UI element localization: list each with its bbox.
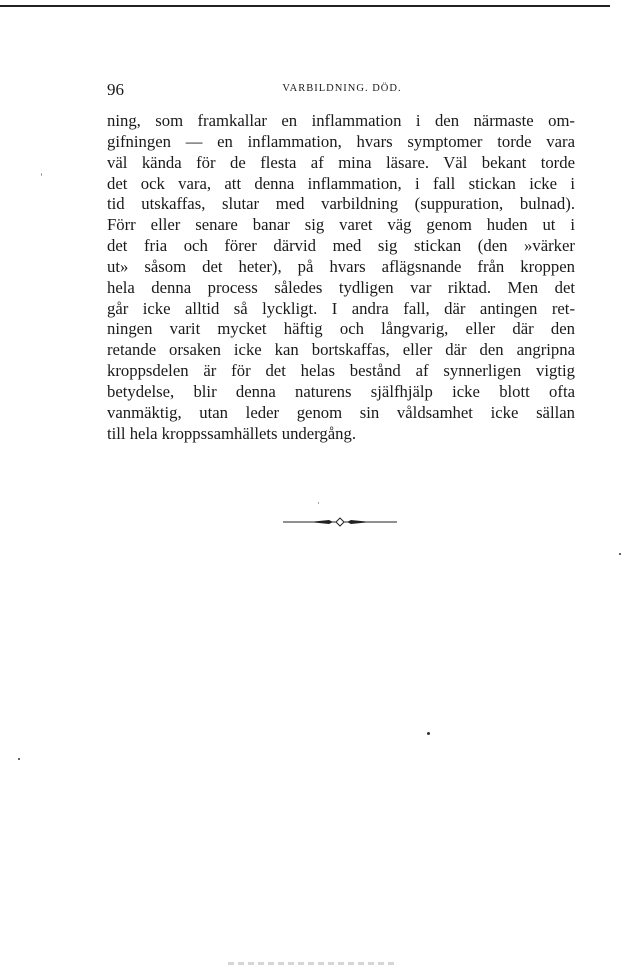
paper-speck <box>41 173 42 176</box>
text-line: ningen varit mycket häftig och långvarig, eller där den <box>107 319 575 339</box>
text-line-last: till hela kroppssamhällets undergång. <box>107 423 357 443</box>
body-paragraph <box>107 111 575 445</box>
text-line: ning, som framkallar en inflammation i den närmaste om- <box>107 111 575 130</box>
text-line: ut» såsom det heter), på hvars aflägsnande från kroppen <box>107 256 575 276</box>
paper-speck <box>619 553 621 555</box>
running-head <box>107 80 577 102</box>
bleed-through <box>228 962 398 965</box>
text-line: Förr eller senare banar sig varet väg genom huden ut i <box>107 215 575 235</box>
running-title: VARBILDNING. DÖD. <box>282 83 402 94</box>
paper-speck <box>18 758 20 760</box>
text-line: det ock vara, att denna inflammation, i fall stickan icke i <box>107 173 575 193</box>
text-line: vanmäktig, utan leder genom sin våldsamhet icke sällan <box>107 402 575 422</box>
paper-speck <box>427 732 430 735</box>
text-line: väl kända för de flesta af mina läsare. Väl bekant torde <box>107 152 575 172</box>
page-number: 96 <box>107 80 124 99</box>
text-line: gifningen — en inflammation, hvars symptomer torde vara <box>107 131 575 151</box>
top-rule <box>0 5 610 7</box>
text-line: går icke alltid så lyckligt. I andra fall, där antingen ret- <box>107 298 575 318</box>
text-line: kroppsdelen är för det helas bestånd af synnerligen vigtig <box>107 361 575 381</box>
text-line: retande orsaken icke kan bortskaffas, eller där den angripna <box>107 340 575 360</box>
text-line: betydelse, blir denna naturens själfhjälp icke blott ofta <box>107 381 575 401</box>
text-line: hela denna process således tydligen var riktad. Men det <box>107 277 575 297</box>
text-line: tid utskaffas, slutar med varbildning (suppuration, bulnad). <box>107 194 575 214</box>
paper-speck <box>318 502 319 504</box>
ornament-divider <box>283 515 397 529</box>
text-line: det fria och förer därvid med sig stickan (den »värker <box>107 236 575 256</box>
